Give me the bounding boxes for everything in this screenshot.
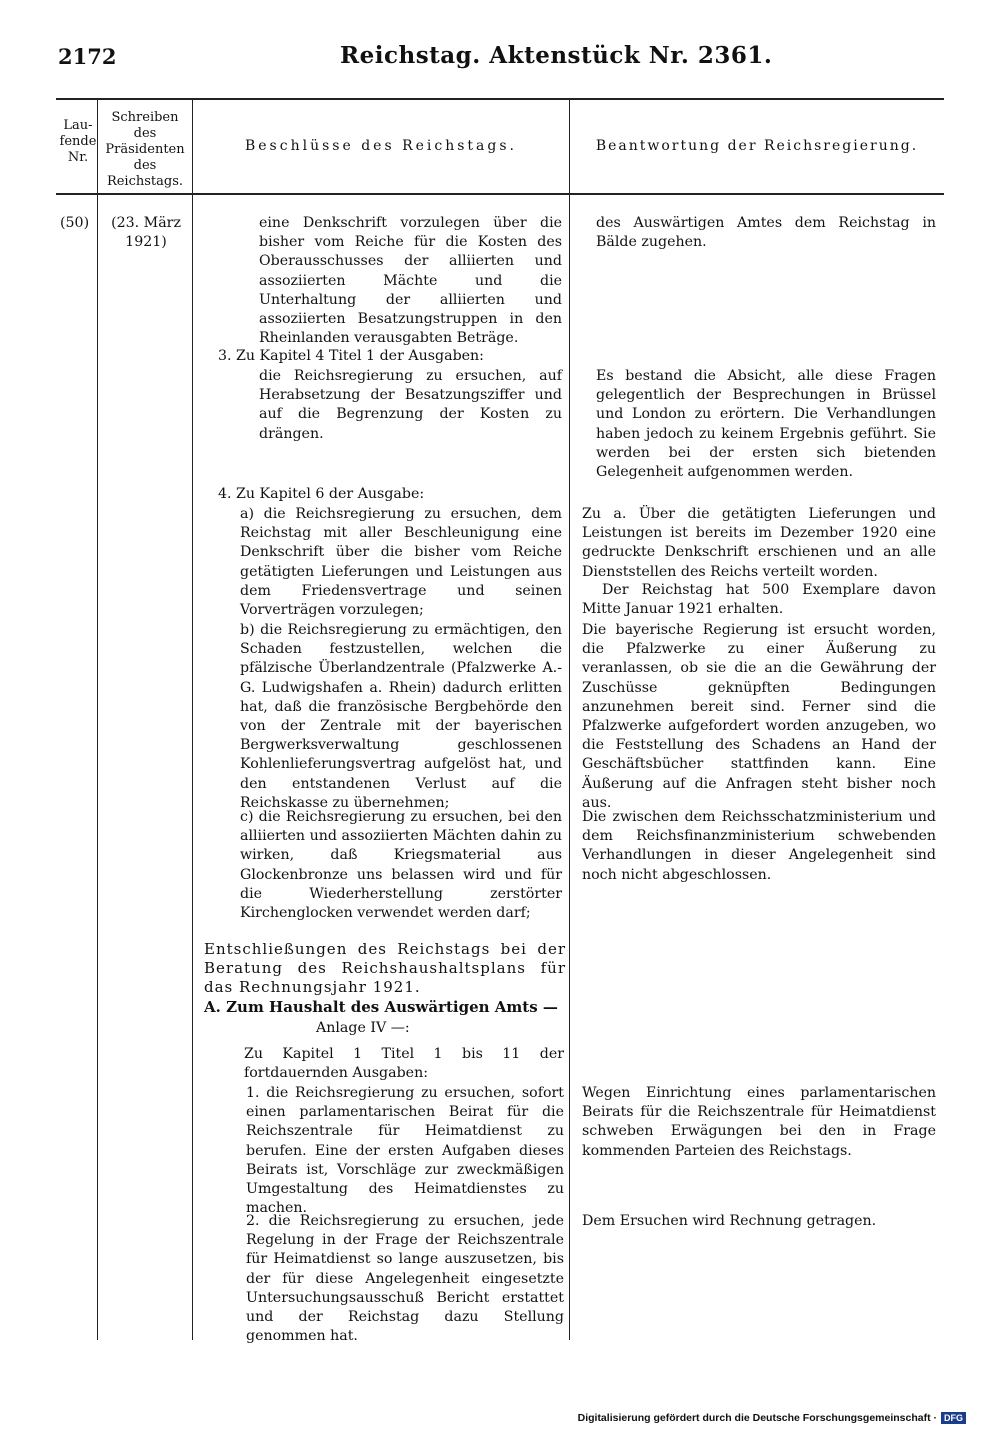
- rule-header-bottom: [56, 193, 944, 195]
- right-answer-4a: Zu a. Über die getätigten Lieferungen und Leistungen ist bereits im Dezember 1920 eine gedruckte Denkschrift erschienen und an alle Dienststellen des Reichs verteilt worden.: [582, 506, 936, 580]
- left-item-2: 2. die Reichsregierung zu ersuchen, jede Regelung in der Frage der Reichszentrale für Heimatdienst so lange auszusetzen, bis der für diese Angelegenheit eingesetzte Untersuchungsausschuß Bericht erstattet und der Reichstag dazu Stellung genommen hat.: [246, 1213, 564, 1345]
- left-item-4b: b) die Reichsregierung zu ermächtigen, den Schaden festzustellen, welchen die pfälzische Überlandzentrale (Pfalzwerke A.-G. Ludwigshafen a. Rhein) dadurch erlitten hat, daß die französische Bergbehörde den von der Zentrale mit der bayerischen Bergwerksverwaltung geschlossenen Kohlenlieferungsvertrag aufgelöst hat, und den entstandenen Verlust auf die Reichskasse zu übernehmen;: [240, 622, 562, 811]
- row-date: (23. März 1921): [111, 215, 181, 251]
- row-number: (50): [60, 215, 90, 231]
- rule-col3: [569, 100, 570, 1340]
- dfg-logo: DFG: [941, 1412, 966, 1424]
- left-heading-4: 4. Zu Kapitel 6 der Ausgabe:: [218, 486, 425, 502]
- footer-text: Digitalisierung gefördert durch die Deutsche Forschungsgemeinschaft ·: [577, 1412, 937, 1424]
- left-item-4c: c) die Reichsregierung zu ersuchen, bei den alliierten und assoziierten Mächten dahin zu wirken, daß Kriegsmaterial aus Glockenbronze uns belassen wird und für die Wiederherstellung zerstörter Kirchenglocken verwendet werden darf;: [240, 809, 562, 922]
- colhead-beschluesse: Beschlüsse des Reichstags.: [244, 138, 517, 154]
- right-answer-4c: Die zwischen dem Reichsschatzministerium und dem Reichsfinanzministerium schwebenden Verhandlungen in dieser Angelegenheit sind noch nicht abgeschlossen.: [582, 809, 936, 883]
- page-number: 2172: [58, 44, 117, 69]
- rule-col1: [97, 100, 98, 1340]
- colhead-laufende-nr: Lau- fende Nr.: [59, 118, 97, 165]
- rule-top: [56, 98, 944, 100]
- right-answer-a1: Wegen Einrichtung eines parlamentarischen Beirats für die Reichszentrale für Heimatdienst schweben Erwägungen bei den in Frage kommenden Parteien des Reichstags.: [582, 1085, 936, 1159]
- rule-col2: [192, 100, 193, 1340]
- colhead-beantwortung: Beantwortung der Reichsregierung.: [595, 138, 919, 154]
- colhead-schreiben: Schreiben des Präsidenten des Reichstags.: [105, 110, 185, 189]
- left-para-3: die Reichsregierung zu ersuchen, auf Herabsetzung der Besatzungsziffer und auf die Begrenzung der Kosten zu drängen.: [259, 368, 562, 442]
- left-item-4a: a) die Reichsregierung zu ersuchen, dem Reichstag mit aller Beschleunigung eine Denkschrift über die bisher vom Reiche getätigten Lieferungen und Leistungen aus dem Friedensvertrage und seinen Vorverträgen vorzulegen;: [240, 506, 562, 619]
- right-answer-a2: Dem Ersuchen wird Rechnung getragen.: [582, 1213, 877, 1229]
- left-heading-3: 3. Zu Kapitel 4 Titel 1 der Ausgaben:: [218, 348, 484, 364]
- entschliessungen-heading: Entschließungen des Reichstags bei der Beratung des Reichshaushaltsplans für das Rechnungsjahr 1921.: [204, 940, 566, 997]
- left-para-1: eine Denkschrift vorzulegen über die bisher vom Reiche für die Kosten des Oberausschusses der alliierten und assoziierten Mächte und die Unterhaltung der alliierten und assoziierten Besatzungstruppen in den Rheinlanden verausgabten Beträge.: [259, 215, 562, 347]
- right-answer-1: des Auswärtigen Amtes dem Reichstag in Bälde zugehen.: [596, 215, 936, 251]
- right-answer-3: Es bestand die Absicht, alle diese Fragen gelegentlich der Besprechungen in Brüssel und London zu erörtern. Die Verhandlungen haben jedoch zu keinem Ergebnis geführt. Sie werden bei der ersten sich bietenden Gelegenheit aufgenommen werden.: [596, 368, 936, 481]
- left-item-1: 1. die Reichsregierung zu ersuchen, sofort einen parlamentarischen Beirat für die Reichszentrale für Heimatdienst zu berufen. Eine der ersten Aufgaben dieses Beirats ist, Vorschläge zur zweckmäßigen Umgestaltung des Heimatdienstes zu machen.: [246, 1085, 564, 1217]
- section-a-heading: A. Zum Haushalt des Auswärtigen Amts —: [204, 998, 558, 1016]
- right-answer-4a-exemplare: Der Reichstag hat 500 Exemplare davon Mitte Januar 1921 erhalten.: [582, 582, 936, 618]
- footer-credit: [578, 1412, 966, 1424]
- section-a-anlage: Anlage IV —:: [316, 1020, 410, 1036]
- right-answer-4b: Die bayerische Regierung ist ersucht worden, die Pfalzwerke zu einer Äußerung zu veranlassen, ob sie die an die Gewährung der Zuschüsse geknüpften Bedingungen anzunehmen bereit sind. Ferner sind die Pfalzwerke aufgefordert worden anzugeben, wo die Feststellung des Schadens an Hand der Geschäftsbücher stattfinden kann. Eine Äußerung auf die Anfragen steht bisher noch aus.: [582, 622, 936, 811]
- kapitel-heading: Zu Kapitel 1 Titel 1 bis 11 der fortdauernden Ausgaben:: [244, 1046, 564, 1082]
- page-title: Reichstag. Aktenstück Nr. 2361.: [340, 42, 773, 69]
